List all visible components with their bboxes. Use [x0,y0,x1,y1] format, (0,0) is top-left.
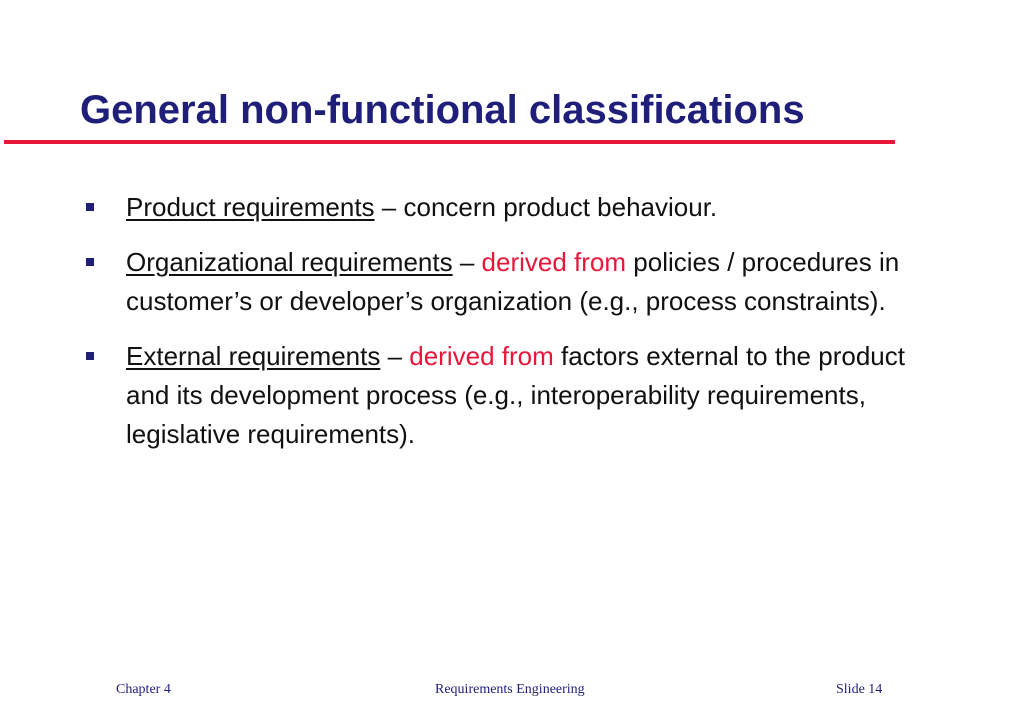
bullet-term: Product requirements [126,192,375,222]
footer-slide-number: Slide 14 [836,682,883,697]
bullet-text: factors external to the product and its development process (e.g., interoperability requirements, legislative requirements). [126,341,905,449]
footer-chapter: Chapter 4 [116,682,171,697]
bullet-item-organizational [76,243,906,321]
bullet-item-product [76,188,906,227]
square-bullet-icon [86,258,94,266]
bullet-term: External requirements [126,341,381,371]
bullet-highlight: derived from [409,341,554,371]
title-underline-rule [4,140,895,144]
bullet-dash: – [380,341,410,371]
bullet-text: policies / procedures in customer’s or developer’s organization (e.g., process constraints). [126,247,900,316]
bullet-highlight: derived from [481,247,627,277]
slide-title: General non-functional classifications [80,88,805,132]
bullet-item-external [76,337,906,454]
bullet-text: concern product behaviour. [403,192,718,222]
square-bullet-icon [86,203,94,211]
bullet-list [76,188,906,470]
bullet-dash: – [374,192,404,222]
square-bullet-icon [86,352,94,360]
bullet-dash: – [452,247,482,277]
footer-course-title: Requirements Engineering [435,682,585,697]
bullet-term: Organizational requirements [126,247,453,277]
